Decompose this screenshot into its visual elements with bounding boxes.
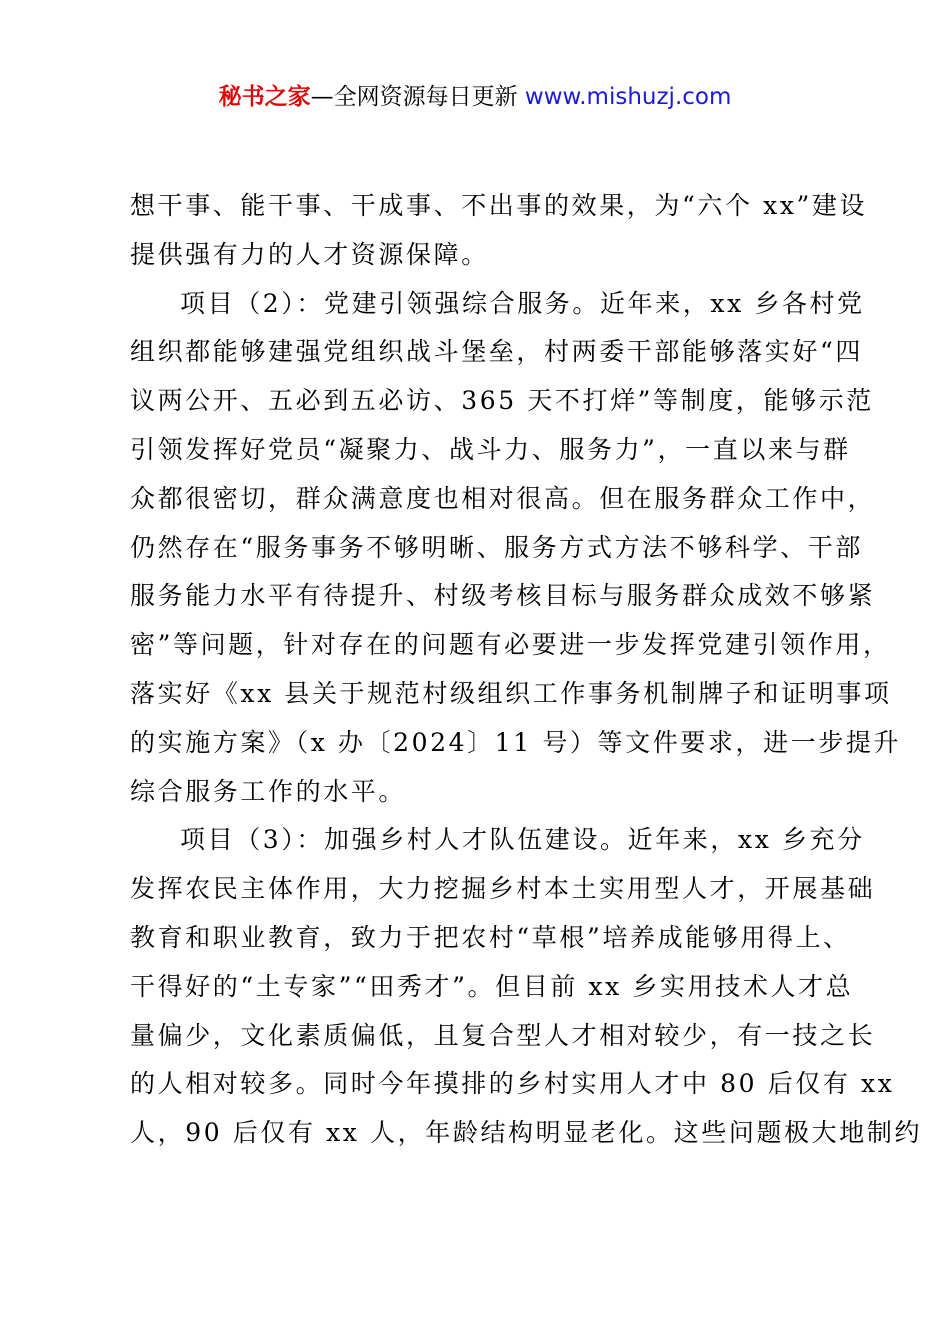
header-slogan: —全网资源每日更新 bbox=[310, 84, 518, 110]
page-header bbox=[0, 80, 950, 114]
text-line: 干得好的“土专家”“田秀才”。但目前 xx 乡实用技术人才总 bbox=[130, 971, 854, 1001]
text-line: 提供强有力的人才资源保障。 bbox=[130, 239, 489, 269]
text-line: 的实施方案》（x 办〔2024〕11 号）等文件要求，进一步提升 bbox=[130, 727, 902, 757]
text-line: 综合服务工作的水平。 bbox=[130, 776, 407, 806]
paragraph-continuation bbox=[130, 182, 868, 280]
header-url-link[interactable]: www.mishuzj.com bbox=[524, 84, 732, 110]
text-line: 的人相对较多。同时今年摸排的乡村实用人才中 80 后仅有 xx bbox=[130, 1069, 895, 1099]
text-line: 众都很密切，群众满意度也相对很高。但在服务群众工作中， bbox=[130, 483, 876, 513]
text-line: 落实好《xx 县关于规范村级组织工作事务机制牌子和证明事项 bbox=[130, 678, 892, 708]
text-line: 项目（2）：党建引领强综合服务。近年来，xx 乡各村党 bbox=[180, 288, 865, 318]
text-line: 服务能力水平有待提升、村级考核目标与服务群众成效不够紧 bbox=[130, 581, 876, 611]
document-body bbox=[130, 182, 923, 1158]
text-line: 引领发挥好党员“凝聚力、战斗力、服务力”，一直以来与群 bbox=[130, 434, 851, 464]
paragraph-project-2 bbox=[130, 280, 902, 817]
text-line: 密”等问题，针对存在的问题有必要进一步发挥党建引领作用， bbox=[130, 630, 891, 660]
text-line: 量偏少，文化素质偏低，且复合型人才相对较少，有一技之长 bbox=[130, 1020, 876, 1050]
text-line: 议两公开、五必到五必访、365 天不打烊”等制度，能够示范 bbox=[130, 386, 874, 416]
text-line: 想干事、能干事、干成事、不出事的效果，为“六个 xx”建设 bbox=[130, 191, 868, 220]
text-line: 教育和职业教育，致力于把农村“草根”培养成能够用得上、 bbox=[130, 922, 851, 952]
brand-name: 秘书之家 bbox=[218, 84, 311, 110]
text-line: 项目（3）：加强乡村人才队伍建设。近年来，xx 乡充分 bbox=[180, 825, 865, 855]
text-line: 仍然存在“服务事务不够明晰、服务方式方法不够科学、干部 bbox=[130, 532, 863, 562]
text-line: 组织都能够建强党组织战斗堡垒，村两委干部能够落实好“四 bbox=[130, 337, 863, 367]
text-line: 人，90 后仅有 xx 人，年龄结构明显老化。这些问题极大地制约 bbox=[130, 1118, 923, 1148]
paragraph-project-3 bbox=[130, 816, 923, 1158]
text-line: 发挥农民主体作用，大力挖掘乡村本土实用型人才，开展基础 bbox=[130, 874, 876, 904]
